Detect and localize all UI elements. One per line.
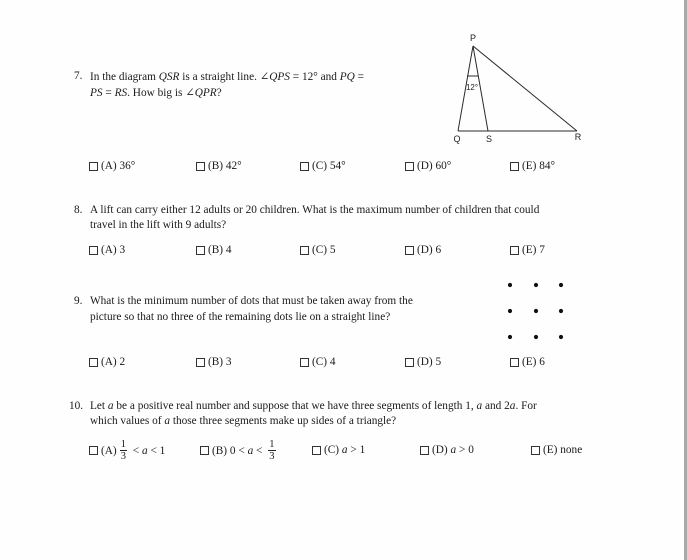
question-text-line-2: which values of a those three segments make up sides of a triangle? <box>90 415 397 427</box>
option-7a[interactable]: (A) 36° <box>89 160 135 172</box>
label-q: Q <box>453 134 461 144</box>
option-9d[interactable]: (D) 5 <box>405 356 441 368</box>
option-8c[interactable]: (C) 5 <box>300 244 336 256</box>
option-9c[interactable]: (C) 4 <box>300 356 336 368</box>
question-text-line-2: travel in the lift with 9 adults? <box>90 219 227 231</box>
question-text-line-1: What is the minimum number of dots that must be taken away from the <box>90 295 413 307</box>
checkbox-icon[interactable] <box>196 162 205 171</box>
checkbox-icon[interactable] <box>89 246 98 255</box>
question-number: 9. <box>74 295 83 307</box>
option-8d[interactable]: (D) 6 <box>405 244 441 256</box>
question-text-line-2: PS = RS. How big is ∠QPR? <box>90 87 222 99</box>
checkbox-icon[interactable] <box>300 162 309 171</box>
option-7d[interactable]: (D) 60° <box>405 160 451 172</box>
option-7e[interactable]: (E) 84° <box>510 160 555 172</box>
question-number: 7. <box>74 70 83 82</box>
question-text-line-1: A lift can carry either 12 adults or 20 children. What is the maximum number of children that could <box>90 204 540 216</box>
checkbox-icon[interactable] <box>420 446 429 455</box>
question-text-line-2: picture so that no three of the remaining dots lie on a straight line? <box>90 311 391 323</box>
checkbox-icon[interactable] <box>300 246 309 255</box>
checkbox-icon[interactable] <box>196 246 205 255</box>
option-10b[interactable]: (B) 0 < a < $\frac{1}{3}$ <box>200 439 279 462</box>
fraction-one-third: $\frac{1}{3}$ <box>269 439 275 462</box>
label-p: P <box>469 33 477 43</box>
option-9b[interactable]: (B) 3 <box>196 356 232 368</box>
checkbox-icon[interactable] <box>89 358 98 367</box>
checkbox-icon[interactable] <box>510 162 519 171</box>
option-9a[interactable]: (A) 2 <box>89 356 125 368</box>
option-8a[interactable]: (A) 3 <box>89 244 125 256</box>
checkbox-icon[interactable] <box>89 446 98 455</box>
checkbox-icon[interactable] <box>89 162 98 171</box>
angle-label: 12° <box>465 83 479 92</box>
checkbox-icon[interactable] <box>531 446 540 455</box>
checkbox-icon[interactable] <box>405 162 414 171</box>
option-7c[interactable]: (C) 54° <box>300 160 346 172</box>
option-10a[interactable]: (A) $\frac{1}{3}$ < a < 1 <box>89 439 165 462</box>
triangle-diagram <box>440 28 600 150</box>
checkbox-icon[interactable] <box>312 446 321 455</box>
question-text-line-1: Let a be a positive real number and suppose that we have three segments of length 1, a and 2a. For <box>90 400 537 412</box>
checkbox-icon[interactable] <box>196 358 205 367</box>
option-9e[interactable]: (E) 6 <box>510 356 545 368</box>
question-text-line-1: In the diagram QSR is a straight line. ∠QPS = 12° and PQ = <box>90 71 364 83</box>
option-10d[interactable]: (D) a > 0 <box>420 444 474 456</box>
option-8e[interactable]: (E) 7 <box>510 244 545 256</box>
checkbox-icon[interactable] <box>300 358 309 367</box>
label-r: R <box>574 132 582 142</box>
question-number: 8. <box>74 204 83 216</box>
checkbox-icon[interactable] <box>510 358 519 367</box>
checkbox-icon[interactable] <box>405 358 414 367</box>
option-10c[interactable]: (C) a > 1 <box>312 444 365 456</box>
option-10e[interactable]: (E) none <box>531 444 582 456</box>
label-s: S <box>485 134 493 144</box>
checkbox-icon[interactable] <box>405 246 414 255</box>
question-number: 10. <box>69 400 84 412</box>
fraction-one-third: $\frac{1}{3}$ <box>120 439 126 462</box>
checkbox-icon[interactable] <box>200 446 209 455</box>
checkbox-icon[interactable] <box>510 246 519 255</box>
dot-grid <box>500 275 580 345</box>
option-8b[interactable]: (B) 4 <box>196 244 232 256</box>
option-7b[interactable]: (B) 42° <box>196 160 242 172</box>
